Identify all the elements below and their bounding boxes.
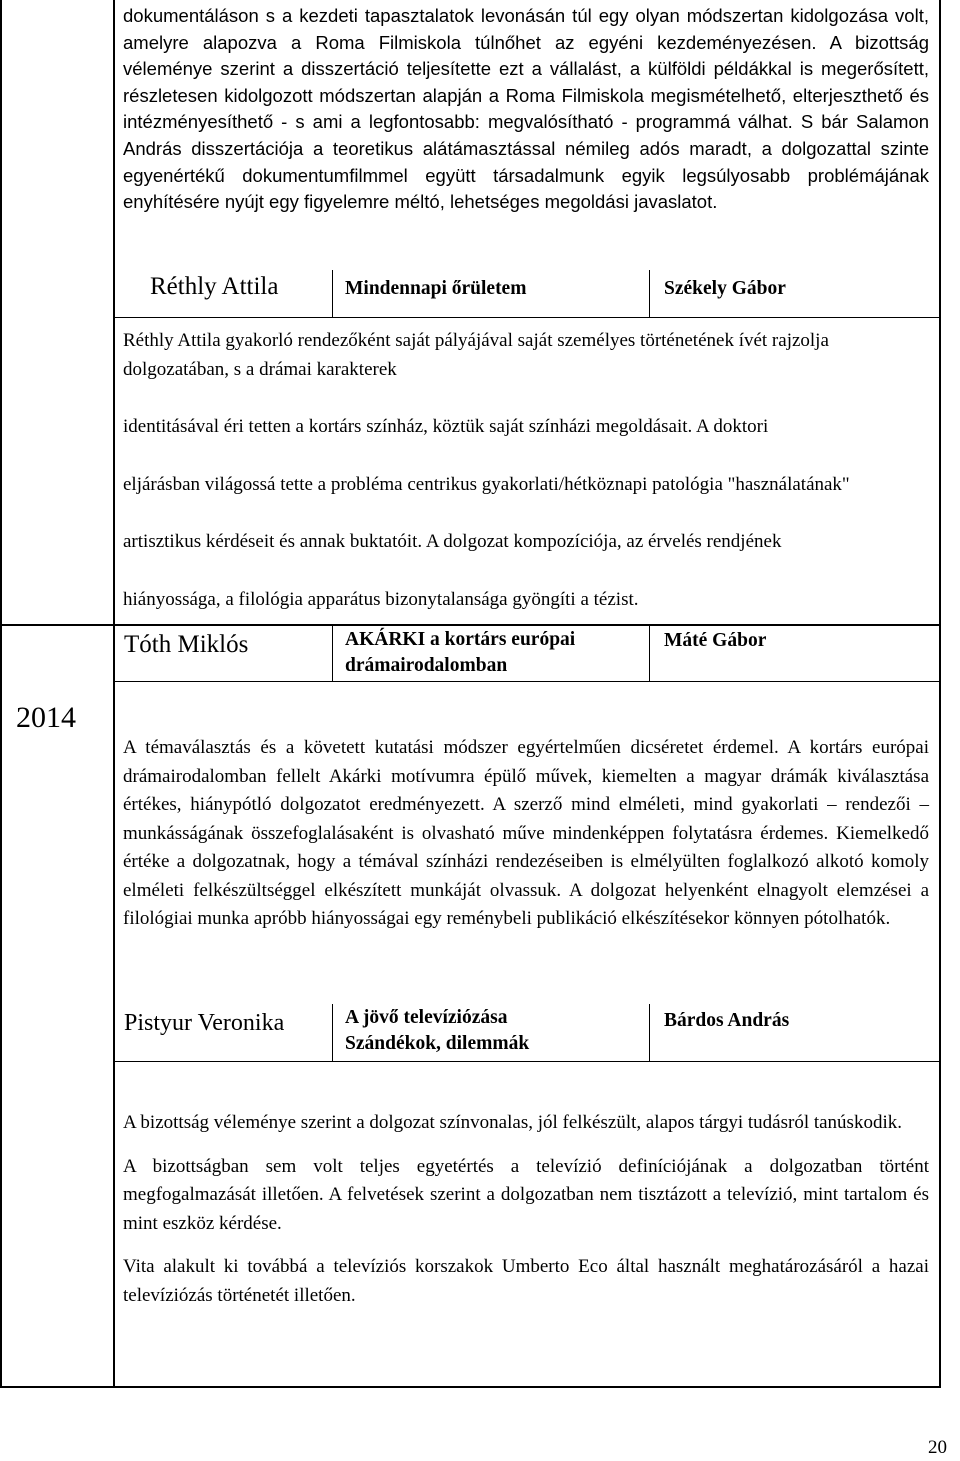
dissertation-title xyxy=(332,1004,650,1062)
candidate-name: Tóth Miklós xyxy=(114,624,332,682)
supervisor-name: Bárdos András xyxy=(650,1004,940,1062)
evaluation-paragraph: Réthly Attila gyakorló rendezőként saját pályájával saját személyes történetének ívét rajzolja dolgozatában, s a drámai karakterek xyxy=(123,330,829,380)
evaluation-paragraph: A bizottságban sem volt teljes egyetértés a televízió definíciójának a dolgozatban történt megfogalmazását illetően. A felvetések szerint a dolgozatban nem tisztázott a televízió, mint tartalom és mint eszköz kérdése. xyxy=(123,1155,929,1234)
evaluation-paragraph: Vita alakult ki továbbá a televíziós korszakok Umberto Eco által használt meghatározásáról a hazai televíziózás történetét illetően. xyxy=(123,1256,929,1306)
supervisor-name: Máté Gábor xyxy=(650,624,940,682)
table-border-bottom xyxy=(0,1386,941,1388)
candidate-name: Réthly Attila xyxy=(114,270,332,318)
candidate-name: Pistyur Veronika xyxy=(114,1004,332,1062)
table-border-left xyxy=(0,0,2,1387)
evaluation-paragraph: hiányossága, a filológia apparátus bizonytalansága gyöngíti a tézist. xyxy=(123,588,639,610)
year-label: 2014 xyxy=(16,701,76,734)
evaluation-paragraph: artisztikus kérdéseit és annak buktatóit. A dolgozat kompozíciója, az érvelés rendjének xyxy=(123,531,782,552)
evaluation-paragraph: eljárásban világossá tette a probléma centrikus gyakorlati/hétköznapi patológia "használatának" xyxy=(123,473,850,495)
dissertation-title: Mindennapi őrületem xyxy=(332,270,650,318)
toth-evaluation: A témaválasztás és a követett kutatási módszer egyértelműen dicséretet érdemel. A kortárs európai drámairodalomban fellelt Akárki motívumra épülő művek, kiemelten a magyar drámák kiválasztása értékes, hiánypótló dolgozatot eredményezett. A szerző mind elméleti, mind gyakorlati – rendezői – munkásságának összefoglalásaként is olvasható műve mindenképpen folytatásra érdemes. Kiemelkedő értéke a dolgozatnak, hogy a témával színházi rendezéseiben is elmélyülten foglalkozó alkotó komoly elméleti felkészültséggel elkészített munkáját olvassuk. A dolgozat helyenként elnagyolt elemzései a filológiai munka apróbb hiányosságai egy reménybeli publikáció elkészítésekor könnyen pótolhatók. xyxy=(123,737,929,929)
dissertation-title: AKÁRKI a kortárs európai drámairodalomban xyxy=(332,624,650,682)
entry-header-pistyur xyxy=(114,1004,940,1062)
table-border-right xyxy=(939,0,941,1387)
entry-header-toth xyxy=(114,624,940,682)
year-column-divider xyxy=(113,0,115,1387)
evaluation-paragraph: identitásával éri tetten a kortárs színház, köztük saját színházi megoldásait. A doktori xyxy=(123,416,769,437)
evaluation-paragraph: A bizottság véleménye szerint a dolgozat színvonalas, jól felkészült, alapos tárgyi tudásról tanúskodik. xyxy=(123,1112,902,1133)
rethly-evaluation xyxy=(123,327,929,614)
entry-header-rethly xyxy=(114,270,940,318)
pistyur-evaluation xyxy=(123,1109,929,1310)
page-number: 20 xyxy=(928,1437,947,1458)
title-line: A jövő televíziózása xyxy=(345,1007,508,1028)
intro-paragraph: dokumentáláson s a kezdeti tapasztalatok levonásán túl egy olyan módszertan kidolgozása volt, amelyre alapozva a Roma Filmiskola túlnőhet az egyéni kezdeményezésen. A bizottság véleménye szerint a disszertáció teljesítette ezt a vállalást, a külföldi példákkal is megerősített, részletesen kidolgozott módszertan alapján a Roma Filmiskola megismételhető, elterjeszthető és intézményesíthető - s ami a legfontosabb: megvalósítható - programmá válhat. S bár Salamon András disszertációja a teoretikus alátámasztással némileg adós maradt, a dolgozattal szinte egyenértékű dokumentumfilmmel együtt társadalmunk egyik legsúlyosabb problémájának enyhítésére nyújt egy figyelemre méltó, lehetséges megoldási javaslatot. xyxy=(123,5,929,213)
title-line: Szándékok, dilemmák xyxy=(345,1033,530,1054)
supervisor-name: Székely Gábor xyxy=(650,270,940,318)
